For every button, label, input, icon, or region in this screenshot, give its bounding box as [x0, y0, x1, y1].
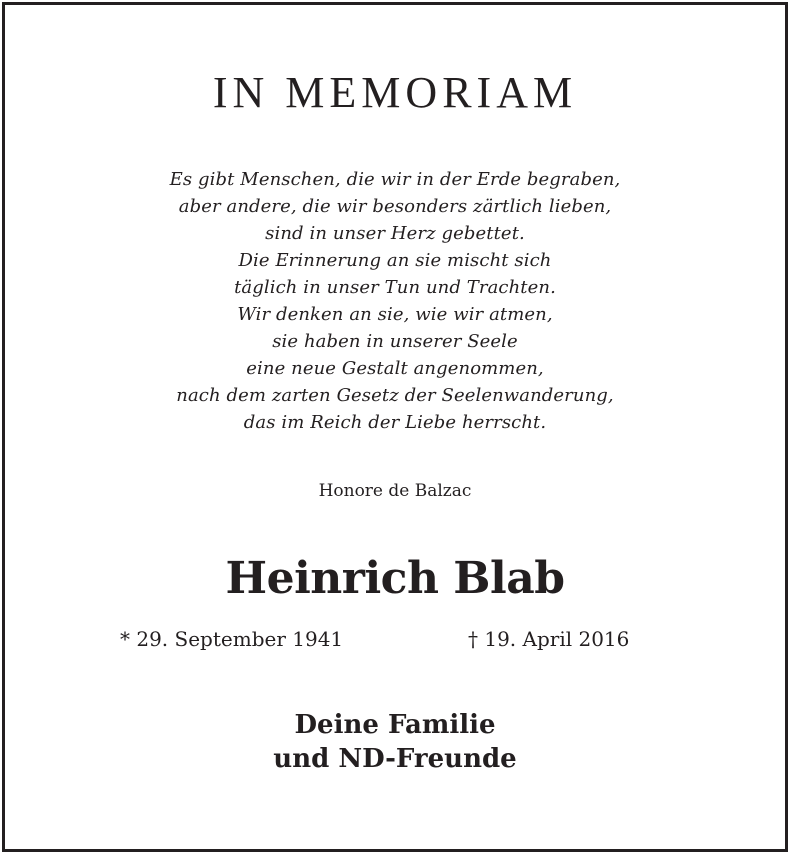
poem-line: Die Erinnerung an sie mischt sich — [238, 250, 552, 271]
poem-line: täglich in unser Tun und Trachten. — [234, 277, 556, 298]
obituary-notice — [2, 2, 788, 852]
deceased-name: Heinrich Blab — [225, 553, 565, 604]
poem-line: nach dem zarten Gesetz der Seelenwanderung, — [176, 385, 614, 406]
poem-quote — [5, 166, 785, 436]
notice-heading: IN MEMORIAM — [212, 68, 578, 117]
signature-line-family: Deine Familie — [294, 710, 496, 740]
poem-line: eine neue Gestalt angenommen, — [246, 358, 544, 379]
poem-line: das im Reich der Liebe herrscht. — [243, 412, 547, 433]
death-date: † 19. April 2016 — [468, 627, 630, 651]
poem-line: Es gibt Menschen, die wir in der Erde begraben, — [169, 169, 621, 190]
quote-author: Honore de Balzac — [318, 481, 472, 501]
life-dates — [5, 623, 785, 655]
mourners-signature — [5, 708, 785, 776]
signature-line-friends: und ND-Freunde — [273, 744, 517, 774]
poem-line: sind in unser Herz gebettet. — [265, 223, 525, 244]
poem-line: Wir denken an sie, wie wir atmen, — [237, 304, 553, 325]
birth-date: * 29. September 1941 — [120, 627, 344, 651]
poem-line: aber andere, die wir besonders zärtlich lieben, — [178, 196, 612, 217]
poem-line: sie haben in unserer Seele — [272, 331, 518, 352]
